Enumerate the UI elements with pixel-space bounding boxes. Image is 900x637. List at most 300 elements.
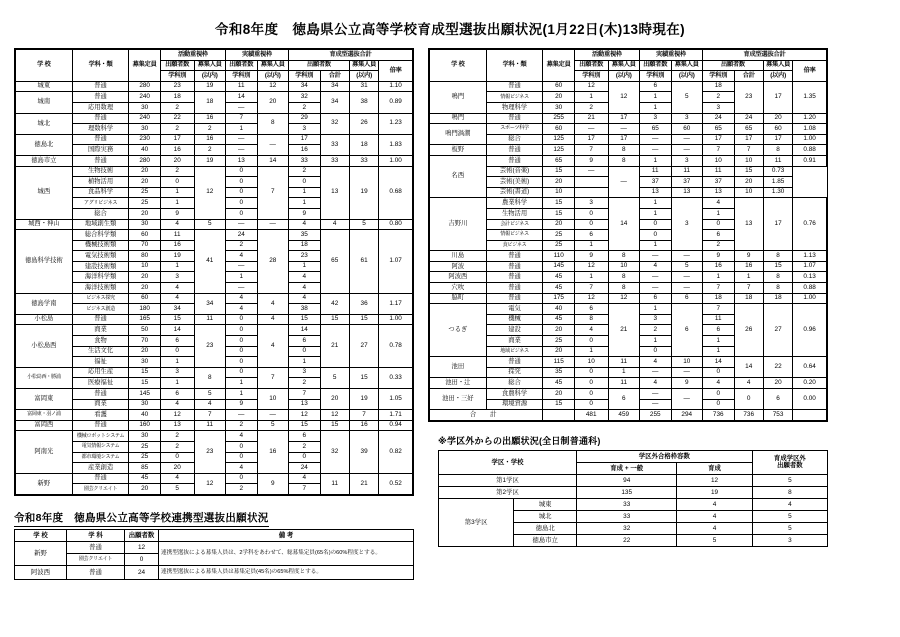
cell-record-bycourse: 1 [640,208,672,219]
cell-record-bycourse: 0 [226,367,258,378]
cell-ratio: 1.35 [793,81,827,113]
cell-total-within: 17 [763,134,792,145]
cell-record-bycourse: — [640,272,672,283]
cell-linked-course: 園芸クリエイト [67,553,125,565]
cell-school: 川島 [430,251,487,262]
cell-course: 理数科学 [72,124,129,135]
cell-total-total-bycourse: 736 [703,410,735,421]
cell-course: 普通 [486,113,543,124]
cell-record-within: 5 [671,261,703,272]
cell-activity-within: — [608,166,640,198]
cell-course: 総合科学類 [72,230,129,241]
cell-quota: 15 [129,378,161,389]
cell-total-bycourse: 9 [703,251,735,262]
cell-total-bycourse: 0 [703,399,735,410]
cell-course: 普通 [486,293,543,304]
cell-total-bycourse: 15 [289,420,321,431]
cell-record-bycourse: 1 [640,102,672,113]
cell-record-bycourse: 3 [640,314,672,325]
cell-total-bycourse: 7 [289,484,321,495]
cell-quota: 20 [543,92,575,103]
cell-ratio: 1.07 [793,261,827,272]
cell-total-bycourse: 0 [289,452,321,463]
cell-total-bycourse: 33 [289,155,321,166]
cell-record-within: 60 [671,124,703,135]
th-zone-school: 学区・学校 [439,450,577,474]
cell-ratio: 1.13 [793,251,827,262]
cell-quota: 165 [129,314,161,325]
cell-ratio: 0.96 [793,304,827,357]
cell-activity-bycourse: 20 [160,155,194,166]
cell-activity-within: 8 [608,283,640,294]
cell-quota: 30 [543,102,575,113]
cell-total-bycourse: 24 [289,463,321,474]
cell-activity-within: 23 [194,325,226,367]
cell-quota: 20 [129,272,161,283]
cell-total-total-sum: 736 [734,410,763,421]
cell-total-record-bycourse: 255 [640,410,672,421]
cell-total-bycourse: 4 [289,473,321,484]
cell-total-sum: 24 [734,113,763,124]
cell-total-bycourse: 14 [289,325,321,336]
cell-total-within: 36 [349,293,378,314]
cell-activity-bycourse: 0 [160,177,194,188]
cell-zone: 第1学区 [439,474,577,486]
cell-quota: 255 [543,113,575,124]
cell-course: 農業科学 [486,198,543,209]
cell-linked-course: 普通 [67,541,125,553]
cell-record-bycourse: 4 [640,378,672,389]
th-activity-bycourse: 学科別 [574,71,608,82]
cell-total-within: 5 [349,219,378,230]
cell-course: 物理科学 [486,102,543,113]
cell-total-sum: 21 [320,325,349,367]
th-record-bycourse: 学科別 [640,71,672,82]
cell-total-within: 11 [763,155,792,166]
cell-record-within: 3 [671,198,703,251]
cell-school: 池田 [430,357,487,378]
cell-record-bycourse: 0 [226,314,258,325]
cell-total-within: 27 [349,325,378,367]
cell-record-bycourse: 4 [640,357,672,368]
linked-selection-title: 令和8年度 徳島県公立高等学校連携型選抜出願状況 [14,510,269,527]
cell-activity-bycourse: 21 [574,113,608,124]
cell-activity-bycourse: 1 [574,92,608,103]
table-row [16,420,413,431]
th-total-applicants: 出願者数 [703,60,764,71]
cell-total-bycourse: 18 [289,240,321,251]
cell-record-bycourse: 1 [640,198,672,209]
cell-course: 総合 [72,208,129,219]
cell-quota: 20 [129,177,161,188]
cell-total-bycourse: 11 [671,166,703,177]
cell-total-bycourse: 2 [703,240,735,251]
cell-total-bycourse: 0 [703,219,735,230]
cell-record-bycourse: 0 [226,357,258,368]
cell-quota: 145 [129,389,161,400]
table-row [430,251,827,262]
cell-zone-capacity-ikusei: 4 [677,510,752,522]
cell-school: 城南 [16,92,73,113]
cell-ratio: 1.10 [379,81,413,92]
th-total-applicants: 出願者数 [289,60,350,71]
cell-quota: 65 [543,155,575,166]
cell-total-bycourse: 11 [703,314,735,325]
th-record-recruits: 募集人員 [257,60,289,71]
cell-activity-within: 11 [194,314,226,325]
cell-quota: 15 [129,367,161,378]
cell-total-sum: 11 [703,166,735,177]
cell-record-bycourse: — [226,283,258,294]
cell-total-bycourse: 10 [703,155,735,166]
cell-record-bycourse: — [640,389,672,400]
cell-quota: 30 [129,102,161,113]
cell-quota: 80 [129,251,161,262]
cell-total-bycourse: 1 [289,261,321,272]
cell-record-bycourse: 1 [640,304,672,315]
cell-course: 電気情報システム [72,441,129,452]
th-zone-applicants-line2: 出願者数 [777,462,803,470]
cell-total-sum: 5 [320,367,349,388]
cell-total-bycourse: 6 [289,336,321,347]
th-total-within: (以内) [349,71,378,82]
table-row [439,474,828,486]
cell-course: 商業 [486,336,543,347]
cell-ratio: 0.88 [793,283,827,294]
cell-activity-bycourse: 8 [574,314,608,325]
th-zone-ikusei: 育成 [677,462,752,474]
cell-record-within: 20 [257,92,289,113]
cell-record-bycourse: 1 [226,272,258,283]
cell-course: 普通 [486,251,543,262]
cell-activity-bycourse: 6 [160,389,194,400]
cell-course: 都市環境システム [72,452,129,463]
cell-total-within: 18 [349,134,378,155]
cell-total-within: 15 [763,261,792,272]
cell-record-bycourse: 11 [640,166,672,177]
cell-activity-within: 5 [194,219,226,230]
right-table-frame [428,48,828,422]
cell-record-bycourse: 7 [226,113,258,124]
cell-total-bycourse: 17 [289,134,321,145]
cell-record-bycourse: 11 [226,81,258,92]
cell-total-bycourse: 35 [289,230,321,241]
cell-course: 海洋技術類 [72,283,129,294]
cell-quota: 25 [129,187,161,198]
cell-school: 鳴門渦潮 [430,124,487,145]
cell-total-bycourse: 17 [703,134,735,145]
cell-quota: 25 [129,441,161,452]
cell-record-bycourse: 0 [640,346,672,357]
cell-quota: 20 [543,325,575,336]
table-row [430,124,827,135]
cell-course: 応用生産 [72,367,129,378]
cell-zone-school: 城東 [514,498,577,510]
cell-total-sum: 7 [734,283,763,294]
cell-total-bycourse: 65 [703,124,735,135]
cell-ratio: 0.88 [793,145,827,156]
cell-record-bycourse: 6 [640,81,672,92]
cell-activity-bycourse: 2 [574,102,608,113]
cell-linked-applicants: 0 [125,553,159,565]
cell-activity-within: 19 [194,81,226,92]
cell-record-bycourse: 0 [226,208,258,219]
cell-course: 国際実務 [72,145,129,156]
cell-course: 地域ビジネス [486,346,543,357]
table-row [16,410,413,421]
cell-school: 名西 [430,155,487,197]
table-row [16,367,413,378]
cell-quota: 125 [543,145,575,156]
cell-total-within: 20 [734,177,763,188]
cell-activity-bycourse: 6 [574,230,608,241]
cell-record-bycourse: 2 [640,325,672,336]
cell-record-within: — [671,283,703,294]
cell-activity-bycourse: 34 [160,304,194,315]
cell-ratio: 1.17 [379,293,413,314]
outside-zone-body [439,474,828,546]
cell-total-within: 61 [349,230,378,294]
cell-activity-within: 2 [194,124,226,135]
th-record-applicants: 出願者数 [226,60,258,71]
cell-total-sum: 23 [734,81,763,113]
cell-total-bycourse: 1 [289,198,321,209]
cell-total-within: 10 [734,187,763,198]
cell-activity-within: 12 [608,293,640,304]
cell-total-within: 21 [349,473,378,494]
cell-record-bycourse: 0 [226,336,258,347]
cell-record-within: 3 [671,155,703,166]
cell-activity-bycourse [574,177,608,188]
cell-total-bycourse: 4 [289,293,321,304]
cell-quota: 15 [543,198,575,209]
cell-total-within: 38 [349,92,378,113]
cell-total-quota [543,410,575,421]
cell-activity-within: 41 [194,230,226,294]
cell-activity-bycourse: 19 [160,251,194,262]
cell-linked-course: 普通 [67,565,125,579]
table-row [16,166,413,177]
cell-quota: 40 [543,304,575,315]
th-ratio: 倍率 [379,60,413,81]
cell-activity-within: 11 [608,378,640,389]
cell-course: 情報ビジネス [486,230,543,241]
cell-record-within: — [671,251,703,262]
th-total-bycourse: 学科別 [703,71,735,82]
table-row [430,81,827,92]
cell-total-sum: 16 [734,261,763,272]
cell-activity-bycourse: 7 [574,283,608,294]
cell-ratio: 0.78 [379,325,413,367]
cell-course: 情報ビジネス [486,92,543,103]
cell-record-within: 9 [257,473,289,494]
cell-activity-bycourse: 4 [160,283,194,294]
cell-total-bycourse: 18 [703,293,735,304]
cell-record-bycourse: — [640,145,672,156]
cell-activity-bycourse: 1 [160,187,194,198]
cell-record-within: 4 [257,325,289,367]
cell-total-bycourse: 0 [289,346,321,357]
cell-school: つるぎ [430,304,487,357]
cell-record-bycourse: — [226,102,258,113]
cell-course: 環境資源 [486,399,543,410]
cell-linked-applicants: 12 [125,541,159,553]
cell-activity-bycourse: 17 [160,134,194,145]
cell-total-within: 18 [763,293,792,304]
cell-activity-bycourse: 10 [574,357,608,368]
cell-activity-bycourse: 18 [160,92,194,103]
cell-school: 池田・三好 [430,389,487,410]
cell-activity-within: 4 [194,399,226,410]
cell-quota: 20 [543,219,575,230]
cell-activity-bycourse: 17 [574,134,608,145]
cell-total-bycourse: 4 [289,219,321,230]
outside-zone-title: ※学区外からの出願状況(全日制普通科) [438,435,601,446]
table-row [430,293,827,304]
cell-quota: 280 [129,81,161,92]
cell-record-within: 4 [257,314,289,325]
cell-linked-applicants: 24 [125,565,159,579]
cell-school: 阿波 [430,261,487,272]
cell-total-bycourse: 2 [289,166,321,177]
cell-zone-capacity-ikusei: 5 [677,534,752,546]
th-ratio: 倍率 [793,60,827,81]
cell-total-sum: 1 [734,272,763,283]
cell-record-bycourse: 4 [226,251,258,262]
cell-total-sum: 26 [734,304,763,357]
cell-zone-capacity-total: 33 [577,498,677,510]
cell-total-within: 60 [763,124,792,135]
table-row [16,219,413,230]
cell-course: 普通 [72,473,129,484]
cell-activity-within: 7 [194,410,226,421]
cell-record-bycourse: 4 [226,463,258,474]
cell-activity-within: 8 [608,272,640,283]
cell-total-sum: 34 [320,92,349,113]
cell-activity-bycourse: 14 [160,325,194,336]
cell-quota: 15 [543,166,575,177]
cell-school: 穴吹 [430,283,487,294]
cell-quota: 180 [129,304,161,315]
cell-total-sum: 7 [734,145,763,156]
cell-total-sum: 12 [320,410,349,421]
cell-ratio: 0.73 [763,166,792,177]
cell-total-bycourse: 13 [289,399,321,410]
cell-total-bycourse: 24 [703,113,735,124]
cell-total-sum: 42 [320,293,349,314]
cell-activity-bycourse: 0 [574,389,608,400]
cell-course: 商業 [72,325,129,336]
th-record-recruits: 募集人員 [671,60,703,71]
cell-ratio: 1.05 [379,389,413,410]
right-table-body [430,81,827,420]
cell-zone-capacity-total: 135 [577,486,677,498]
cell-course: アグリビジネス [72,198,129,209]
table-row [16,431,413,442]
cell-record-bycourse: 65 [640,124,672,135]
cell-quota: 45 [543,272,575,283]
cell-school: 徳島市立 [16,155,73,166]
cell-activity-bycourse: — [574,166,608,177]
th-activity-frame: 活動重視枠 [160,50,225,61]
cell-quota: 60 [543,124,575,135]
table-row [430,166,827,177]
th-linked-applicants: 出願者数 [125,529,159,541]
cell-quota: 35 [543,367,575,378]
cell-record-within: 5 [257,420,289,431]
cell-total-bycourse: 0 [703,367,735,378]
cell-total-bycourse: 23 [289,251,321,262]
cell-quota: 25 [543,336,575,347]
cell-activity-within: 14 [608,198,640,251]
cell-activity-bycourse: 0 [574,219,608,230]
cell-activity-bycourse: 2 [160,124,194,135]
cell-zone-capacity-ikusei: 19 [677,486,752,498]
cell-school: 城西 [16,166,73,219]
cell-total-sum: 65 [734,124,763,135]
cell-record-bycourse: 37 [640,177,672,188]
cell-quota: 30 [129,124,161,135]
cell-ratio: 0.68 [379,166,413,219]
cell-activity-within: 16 [194,134,226,145]
cell-activity-within: 11 [608,357,640,368]
cell-ratio: 0.76 [793,198,827,251]
cell-school: 富岡西 [16,420,73,431]
cell-quota: 25 [543,230,575,241]
cell-school: 池田・辻 [430,378,487,389]
cell-record-bycourse: — [226,261,258,272]
cell-quota: 30 [129,399,161,410]
cell-quota: 145 [543,261,575,272]
cell-activity-bycourse: 2 [160,431,194,442]
cell-quota: 45 [543,283,575,294]
cell-quota: 280 [129,155,161,166]
cell-total-bycourse: 2 [289,378,321,389]
cell-activity-bycourse: 22 [160,113,194,124]
cell-activity-bycourse: 2 [160,441,194,452]
cell-record-within: — [671,134,703,145]
cell-quota: 110 [543,251,575,262]
cell-school: 新野 [16,473,73,494]
cell-course: 産業創造 [72,463,129,474]
cell-zone-school: 徳島北 [514,522,577,534]
cell-course: 看護 [72,410,129,421]
cell-activity-within: 16 [194,113,226,124]
cell-activity-within: 11 [194,420,226,431]
left-table-frame [14,48,414,496]
cell-zone: 第2学区 [439,486,577,498]
cell-activity-bycourse: 23 [160,81,194,92]
cell-activity-bycourse: 3 [574,198,608,209]
cell-course: 生物技術 [72,166,129,177]
cell-total-within: 22 [763,357,792,378]
cell-activity-bycourse: 12 [574,293,608,304]
cell-total-within: 6 [763,389,792,410]
cell-activity-within: 12 [194,473,226,494]
cell-activity-bycourse: 1 [574,346,608,357]
cell-quota: 70 [129,240,161,251]
cell-activity-within: 8 [608,251,640,262]
cell-activity-bycourse: 15 [160,314,194,325]
cell-ratio: 0.00 [793,389,827,410]
cell-activity-within: 1 [608,367,640,378]
cell-ratio: 1.30 [763,187,792,198]
th-total-recruits: 募集人員 [349,60,378,71]
cell-quota: 25 [129,452,161,463]
cell-course: 地域創生類 [72,219,129,230]
th-quota: 募集定員 [129,50,161,82]
cell-ratio: 1.71 [379,410,413,421]
